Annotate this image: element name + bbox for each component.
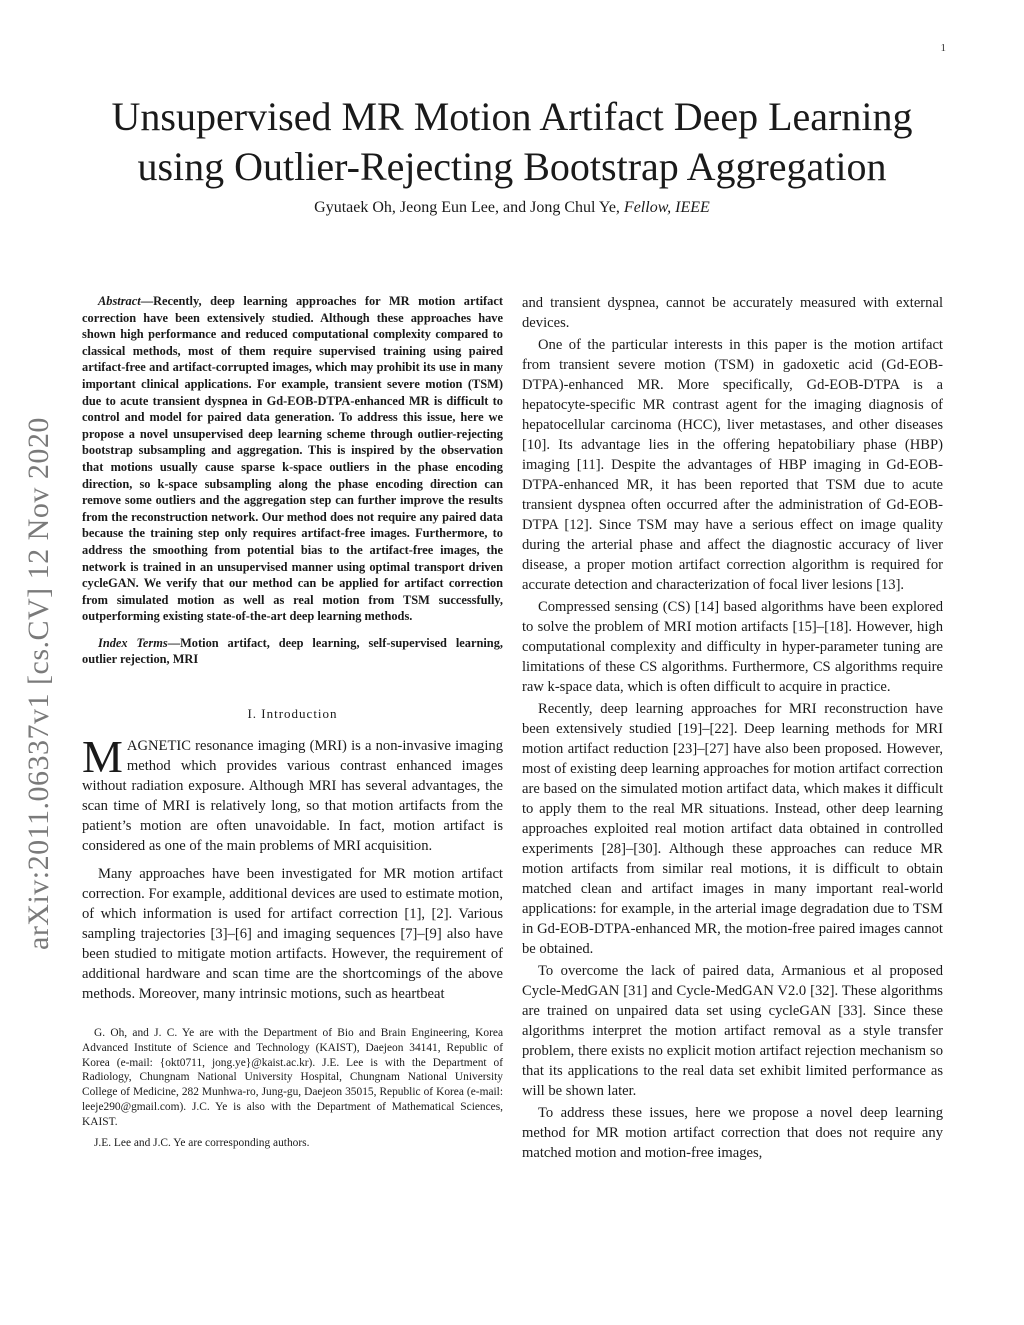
index-terms-text: —Motion artifact, deep learning, self-supervised learning, outlier rejection, MRI	[82, 635, 503, 667]
intro-paragraph-1	[82, 731, 503, 856]
author-list	[60, 199, 964, 217]
footnotes	[82, 1026, 503, 1150]
right-paragraph-2: One of the particular interests in this paper is the motion artifact from transient severe motion (TSM) in gadoxetic acid (Gd-EOB-DTPA)-enhanced MR. More specifically, Gd-EOB-DTPA is a hepatocyte-specific MR contrast agent for the imaging diagnosis of hepatocellular carcinoma (HCC), liver metastases, and other diseases [10]. Its advantage lies in the offering hepatobiliary phase (HBP) imaging [11]. Despite the advantages of HBP imaging in Gd-EOB-DTPA-enhanced MR, it has been reported that TSM due to acute transient dyspnea often occurred after the administration of Gd-EOB-DTPA [12]. Since TSM may have a serious effect on image quality during the arterial phase and affect the diagnostic accuracy of liver disease, a proper motion artifact correction algorithm is required for accurate detection and characterization of focal liver lesions [13].	[522, 337, 943, 593]
title-line-1: Unsupervised MR Motion Artifact Deep Learning	[111, 94, 913, 139]
index-terms	[82, 635, 503, 668]
abstract-label: Abstract	[98, 294, 141, 308]
drop-cap: M	[82, 731, 123, 783]
author-names: Gyutaek Oh, Jeong Eun Lee, and Jong Chul Ye,	[314, 199, 620, 216]
left-column	[82, 293, 503, 1150]
right-paragraph-6: To address these issues, here we propose a novel deep learning method for MR motion artifact correction that does not require any matched motion and motion-free images,	[522, 1105, 943, 1161]
page-number: 1	[940, 42, 946, 54]
abstract	[82, 293, 503, 625]
arxiv-stamp: arXiv:2011.06337v1 [cs.CV] 12 Nov 2020	[22, 417, 55, 950]
right-column	[522, 293, 943, 1163]
section-heading: I. Introduction	[247, 706, 338, 722]
index-terms-label: Index Terms	[98, 635, 168, 650]
right-paragraph-1: and transient dyspnea, cannot be accurately measured with external devices.	[522, 295, 943, 331]
author-fellow: Fellow, IEEE	[623, 199, 710, 216]
paper-title	[60, 92, 964, 192]
title-line-2: using Outlier-Rejecting Bootstrap Aggregation	[137, 144, 887, 189]
right-paragraph-4: Recently, deep learning approaches for MRI reconstruction have been extensively studied [19]–[22]. Deep learning methods for MRI motion artifact reduction [23]–[27] have also been proposed. However, most of existing deep learning approaches for motion artifact correction are based on the simulated motion artifact data, which makes it difficult to apply them to the real MR situations. Instead, other deep learning approaches exploited real motion artifact data obtained in controlled experiments [28]–[30]. Although these approaches can reduce MR motion artifacts from similar real motions, it is difficult to obtain matched clean and artifact images in many important real-world applications: for example, in the arterial image degradation due to TSM in Gd-EOB-DTPA-enhanced MR, the motion-free paired images cannot be obtained.	[522, 701, 943, 957]
intro-paragraph-1-text: AGNETIC resonance imaging (MRI) is a non-invasive imaging method which provides various contrast enhanced images without radiation exposure. Although MRI has several advantages, the scan time of MRI is relatively long, so that motion artifacts from the patient’s motion are often unavoidable. In fact, motion artifact is considered as one of the main problems of MRI acquisition.	[82, 738, 503, 855]
footnote-corresponding: J.E. Lee and J.C. Ye are corresponding authors.	[94, 1136, 310, 1149]
abstract-text: —Recently, deep learning approaches for MR motion artifact correction have been extensively studied. Although these approaches have shown high performance and reduced computational complexity compared to classical methods, most of them require supervised training using paired artifact-free and artifact-corrupted images, which may prohibit its use in many important clinical applications. For example, transient severe motion (TSM) due to acute transient dyspnea in Gd-EOB-DTPA-enhanced MR is difficult to control and model for paired data generation. To address this issue, here we propose a novel unsupervised deep learning scheme through outlier-rejecting bootstrap subsampling and aggregation. This is inspired by the observation that motions usually cause sparse k-space outliers in the phase encoding direction, so k-space subsampling along the phase encoding direction can remove some outliers and the aggregation step can further improve the results from the reconstruction network. Our method does not require any paired data because the training step only requires artifact-free images. Furthermore, to address the smoothing from potential bias to the artifact-free images, the network is trained in an unsupervised manner using optimal transport driven cycleGAN. We verify that our method can be applied for artifact correction from simulated motion as well as real motion from TSM successfully, outperforming existing state-of-the-art deep learning methods.	[82, 294, 503, 624]
right-paragraph-3: Compressed sensing (CS) [14] based algorithms have been explored to solve the problem of MRI motion artifacts [15]–[18]. However, high computational complexity and difficulty in hyper-parameter tuning are limitations of these CS algorithms. Furthermore, CS algorithms require raw k-space data, which is often difficult to acquire in practice.	[522, 599, 943, 695]
footnote-affiliations: G. Oh, and J. C. Ye are with the Department of Bio and Brain Engineering, Korea Advanced Institute of Science and Technology (KAIST), Daejeon 34141, Republic of Korea (e-mail: {okt0711, jong.ye}@kaist.ac.kr). J.E. Lee is with the Department of Radiology, Chungnam National University Hospital, Chungnam National University College of Medicine, 282 Munhwa-ro, Jung-gu, Daejeon 35015, Republic of Korea (e-mail: leeje290@gmail.com). J.C. Ye is also with the Department of Mathematical Sciences, KAIST.	[82, 1027, 503, 1128]
intro-paragraph-2: Many approaches have been investigated for MR motion artifact correction. For example, additional devices are used to estimate motion, of which information is used for artifact correction [1], [2]. Various sampling trajectories [3]–[6] and imaging sequences [7]–[9] also have been studied to mitigate motion artifacts. However, the requirement of additional hardware and scan time are the shortcomings of the above methods. Moreover, many intrinsic motions, such as heartbeat	[82, 866, 503, 1003]
right-paragraph-5: To overcome the lack of paired data, Armanious et al proposed Cycle-MedGAN [31] and Cycle-MedGAN V2.0 [32]. These algorithms are trained on unpaired data set using cycleGAN [33]. Since these algorithms interpret the motion artifact removal as a style transfer problem, there exists no explicit motion artifact rejection mechanism so that its applications to the real data set exhibit limited performance as will be shown later.	[522, 963, 943, 1099]
